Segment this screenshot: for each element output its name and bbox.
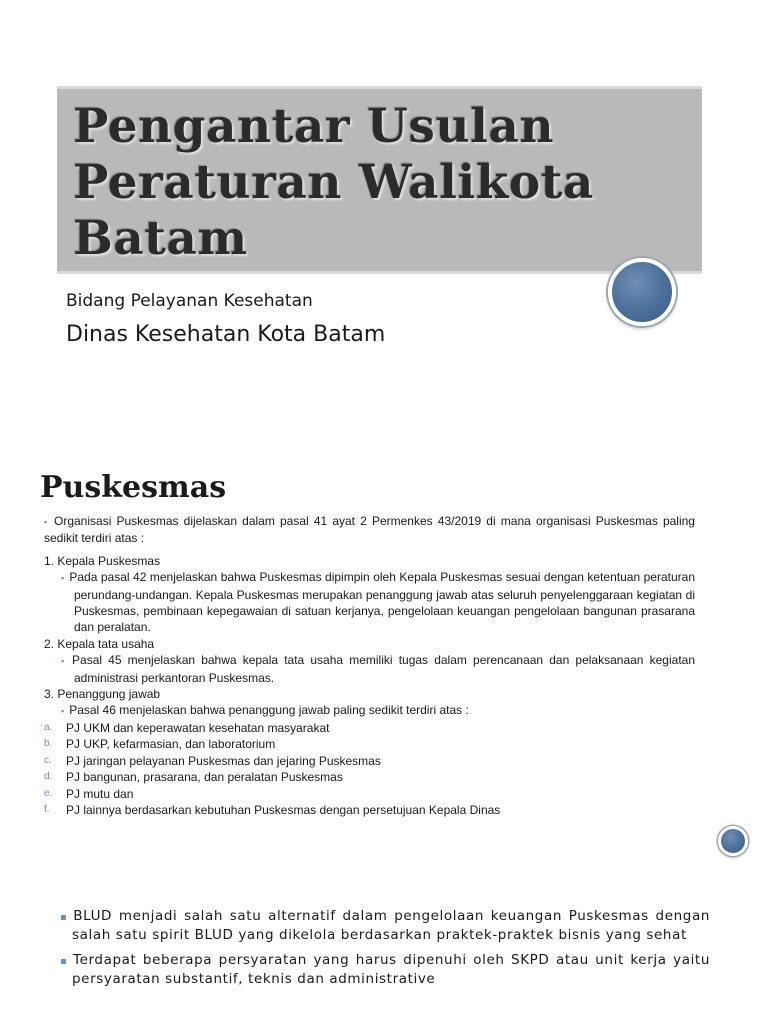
decorative-circle xyxy=(608,258,676,326)
lettered-item: e. PJ mutu dan xyxy=(44,786,134,801)
bullet-icon: ▪ xyxy=(61,656,68,667)
list-item-detail: ▪ Pasal 46 menjelaskan bahwa penanggung jawab paling sedikit terdiri atas : xyxy=(61,703,469,718)
bullet-icon: ▪ xyxy=(61,706,65,717)
list-item-detail: ▪ Pada pasal 42 menjelaskan bahwa Puskesmas dipimpin oleh Kepala Puskesmas sesuai dengan ketentuan peraturan perundang-undangan. Kepala Puskesmas merupakan penanggung jawab atas seluruh penyelenggaraan kegiatan di Puskesmas, pembinaan kepegawaian di satuan kerjanya, pengelolaan keuangan pengelolaan bangunan prasarana dan peralatan. xyxy=(61,570,695,635)
title-line: Pengantar Usulan xyxy=(73,99,555,154)
title-line: Batam xyxy=(73,211,248,266)
lettered-item: d. PJ bangunan, prasarana, dan peralatan Puskesmas xyxy=(44,770,343,785)
list-item-detail: ▪ Pasal 45 menjelaskan bahwa kepala tata usaha memiliki tugas dalam perencanaan dan pelaksanaan kegiatan administrasi perkantoran Puskesmas. xyxy=(61,653,695,685)
section-title: Puskesmas xyxy=(40,470,227,505)
list-heading: 1. Kepala Puskesmas xyxy=(44,553,161,568)
bullet-icon: ▪ xyxy=(44,517,49,527)
lettered-item: c. PJ jaringan pelayanan Puskesmas dan jejaring Puskesmas xyxy=(44,753,381,768)
lettered-item: f. PJ lainnya berdasarkan kebutuhan Puskesmas dengan persetujuan Kepala Dinas xyxy=(44,802,501,817)
list-heading: 2. Kepala tata usaha xyxy=(44,636,155,651)
decorative-circle xyxy=(718,826,748,856)
presentation-title xyxy=(73,99,594,267)
lettered-item: a. PJ UKM dan keperawatan kesehatan masyarakat xyxy=(44,720,330,735)
subtitle-agency: Dinas Kesehatan Kota Batam xyxy=(66,322,386,347)
subtitle-department: Bidang Pelayanan Kesehatan xyxy=(66,291,313,311)
bullet-icon: ▪ xyxy=(60,956,70,967)
list-heading: 3. Penanggung jawab xyxy=(44,687,161,702)
blud-bullet: ▪ Terdapat beberapa persyaratan yang harus dipenuhi oleh SKPD atau unit kerja yaitu persyaratan substantif, teknis dan administrative xyxy=(60,952,710,987)
bullet-icon: ▪ xyxy=(61,573,65,584)
bullet-icon: ▪ xyxy=(60,912,70,923)
blud-bullet: ▪ BLUD menjadi salah satu alternatif dalam pengelolaan keuangan Puskesmas dengan salah satu spirit BLUD yang dikelola berdasarkan praktek-praktek bisnis yang sehat xyxy=(60,908,710,943)
puskesmas-content xyxy=(44,513,695,818)
intro-paragraph: ▪ Organisasi Puskesmas dijelaskan dalam pasal 41 ayat 2 Permenkes 43/2019 di mana organisasi Puskesmas paling sedikit terdiri atas : xyxy=(44,514,695,546)
title-line: Peraturan Walikota xyxy=(73,155,594,210)
title-banner xyxy=(57,86,702,274)
lettered-item: b. PJ UKP, kefarmasian, dan laboratorium xyxy=(44,737,276,752)
blud-content xyxy=(58,908,710,996)
